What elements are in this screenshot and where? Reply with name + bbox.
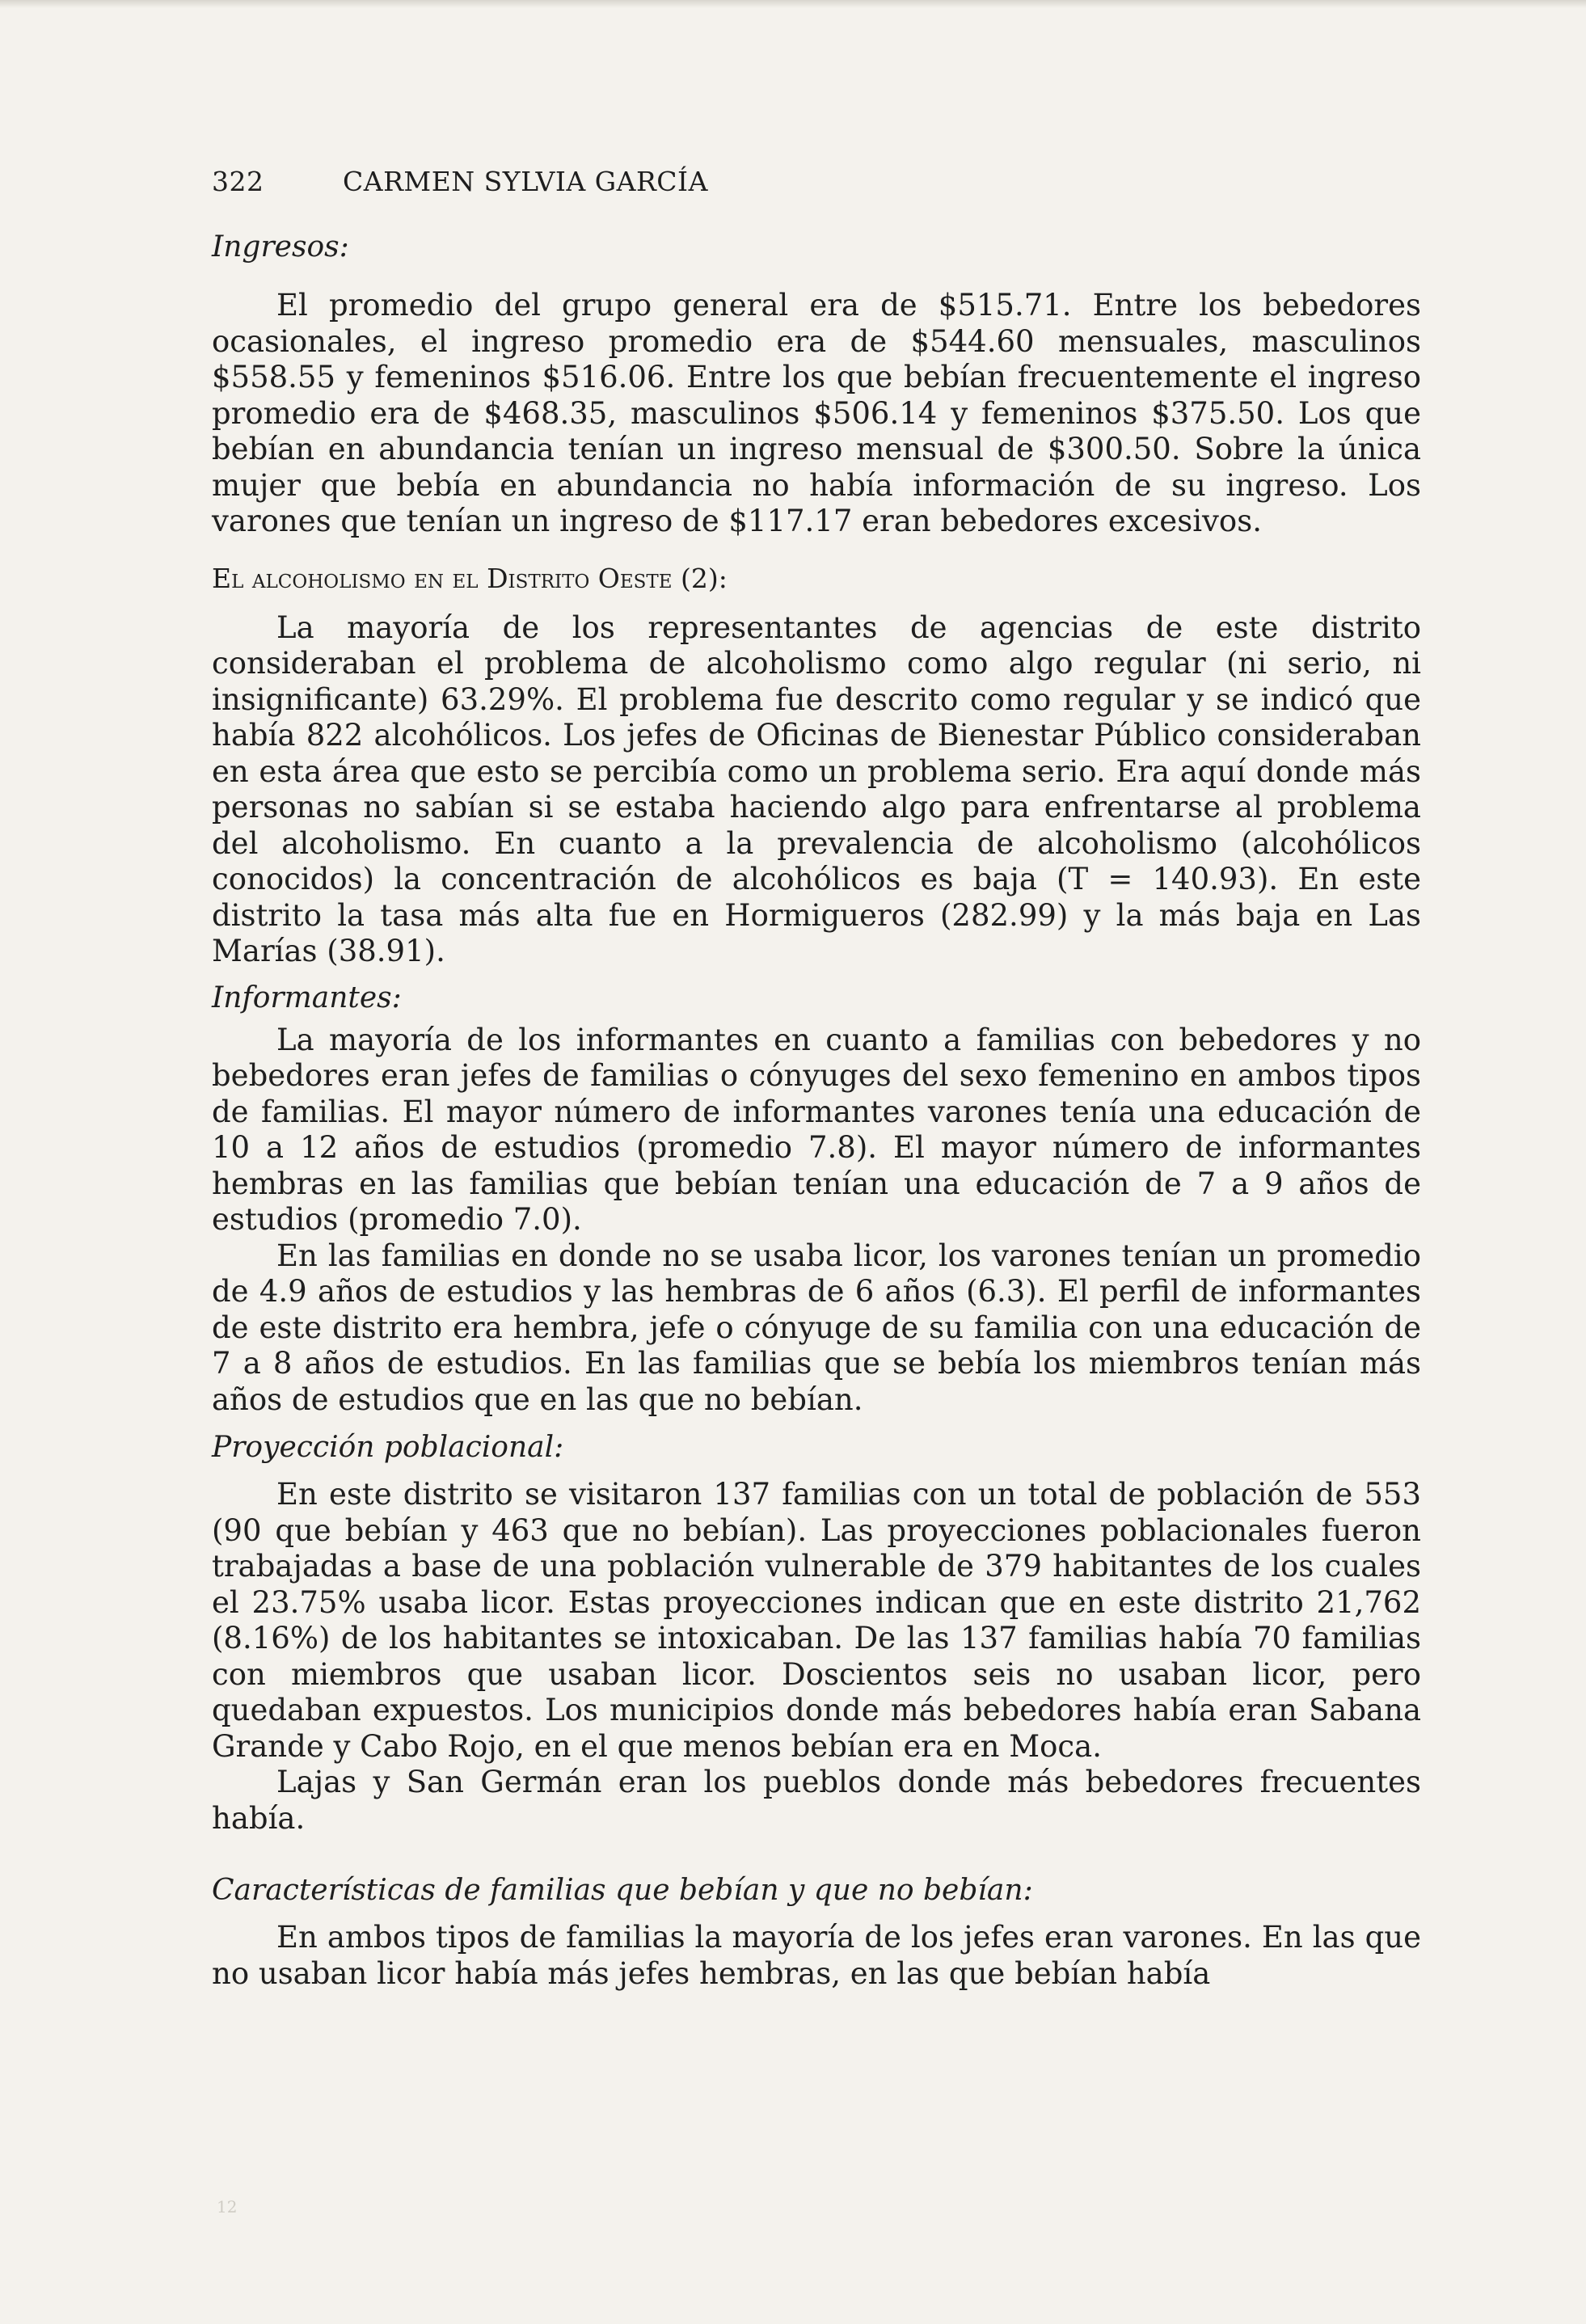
running-title: CARMEN SYLVIA GARCÍA <box>343 166 708 197</box>
margin-mark: 12 <box>217 2197 238 2216</box>
paragraph-informantes-1: La mayoría de los informantes en cuanto a familias con bebedores y no bebedores eran jefes de familias o cónyuges del sexo femenino en ambos tipos de familias. El mayor número de informantes varones tenía una educación de 10 a 12 años de estudios (promedio 7.8). El mayor número de informantes hembras en las familias que bebían tenían una educación de 7 a 9 años de estudios (promedio 7.0). <box>212 1022 1421 1237</box>
section-heading-oeste: El alcoholismo en el Distrito Oeste (2): <box>212 562 728 594</box>
section-heading-caracteristicas: Características de familias que bebían y que no bebían: <box>212 1874 1033 1907</box>
running-header <box>212 166 1421 206</box>
paragraph-caracteristicas: En ambos tipos de familias la mayoría de los jefes eran varones. En las que no usaban licor había más jefes hembras, en las que bebían había <box>212 1920 1421 1991</box>
section-heading-ingresos: Ingresos: <box>212 230 349 264</box>
page-number: 322 <box>212 166 264 197</box>
section-heading-informantes: Informantes: <box>212 981 402 1014</box>
paragraph-proyeccion-1: En este distrito se visitaron 137 familias con un total de población de 553 (90 que bebían y 463 que no bebían). Las proyecciones poblacionales fueron trabajadas a base de una población vulnerable de 379 habitantes de los cuales el 23.75% usaba licor. Estas proyecciones indican que en este distrito 21,762 (8.16%) de los habitantes se intoxicaban. De las 137 familias había 70 familias con miembros que usaban licor. Doscientos seis no usaban licor, pero quedaban expuestos. Los municipios donde más bebedores había eran Sabana Grande y Cabo Rojo, en el que menos bebían era en Moca. <box>212 1477 1421 1764</box>
paragraph-oeste: La mayoría de los representantes de agencias de este distrito consideraban el problema de alcoholismo como algo regular (ni serio, ni insignificante) 63.29%. El problema fue descrito como regular y se indicó que había 822 alcohólicos. Los jefes de Oficinas de Bienestar Público consideraban en esta área que esto se percibía como un problema serio. Era aquí donde más personas no sabían si se estaba haciendo algo para enfrentarse al problema del alcoholismo. En cuanto a la prevalencia de alcoholismo (alcohólicos conocidos) la concentración de alcohólicos es baja (T = 140.93). En este distrito la tasa más alta fue en Hormigueros (282.99) y la más baja en Las Marías (38.91). <box>212 609 1421 968</box>
section-heading-proyeccion: Proyección poblacional: <box>212 1431 564 1464</box>
paragraph-ingresos: El promedio del grupo general era de $515.71. Entre los bebedores ocasionales, el ingreso promedio era de $544.60 mensuales, masculinos $558.55 y femeninos $516.06. Entre los que bebían frecuentemente el ingreso promedio era de $468.35, masculinos $506.14 y femeninos $375.50. Los que bebían en abundancia tenían un ingreso mensual de $300.50. Sobre la única mujer que bebía en abundancia no había información de su ingreso. Los varones que tenían un ingreso de $117.17 eran bebedores excesivos. <box>212 288 1421 538</box>
paragraph-informantes-2: En las familias en donde no se usaba licor, los varones tenían un promedio de 4.9 años de estudios y las hembras de 6 años (6.3). El perfil de informantes de este distrito era hembra, jefe o cónyuge de su familia con una educación de 7 a 8 años de estudios. En las familias que se bebía los miembros tenían más años de estudios que en las que no bebían. <box>212 1238 1421 1417</box>
paragraph-proyeccion-2: Lajas y San Germán eran los pueblos donde más bebedores frecuentes había. <box>212 1765 1421 1836</box>
page-body <box>212 166 1421 1992</box>
scan-edge <box>0 0 1586 8</box>
